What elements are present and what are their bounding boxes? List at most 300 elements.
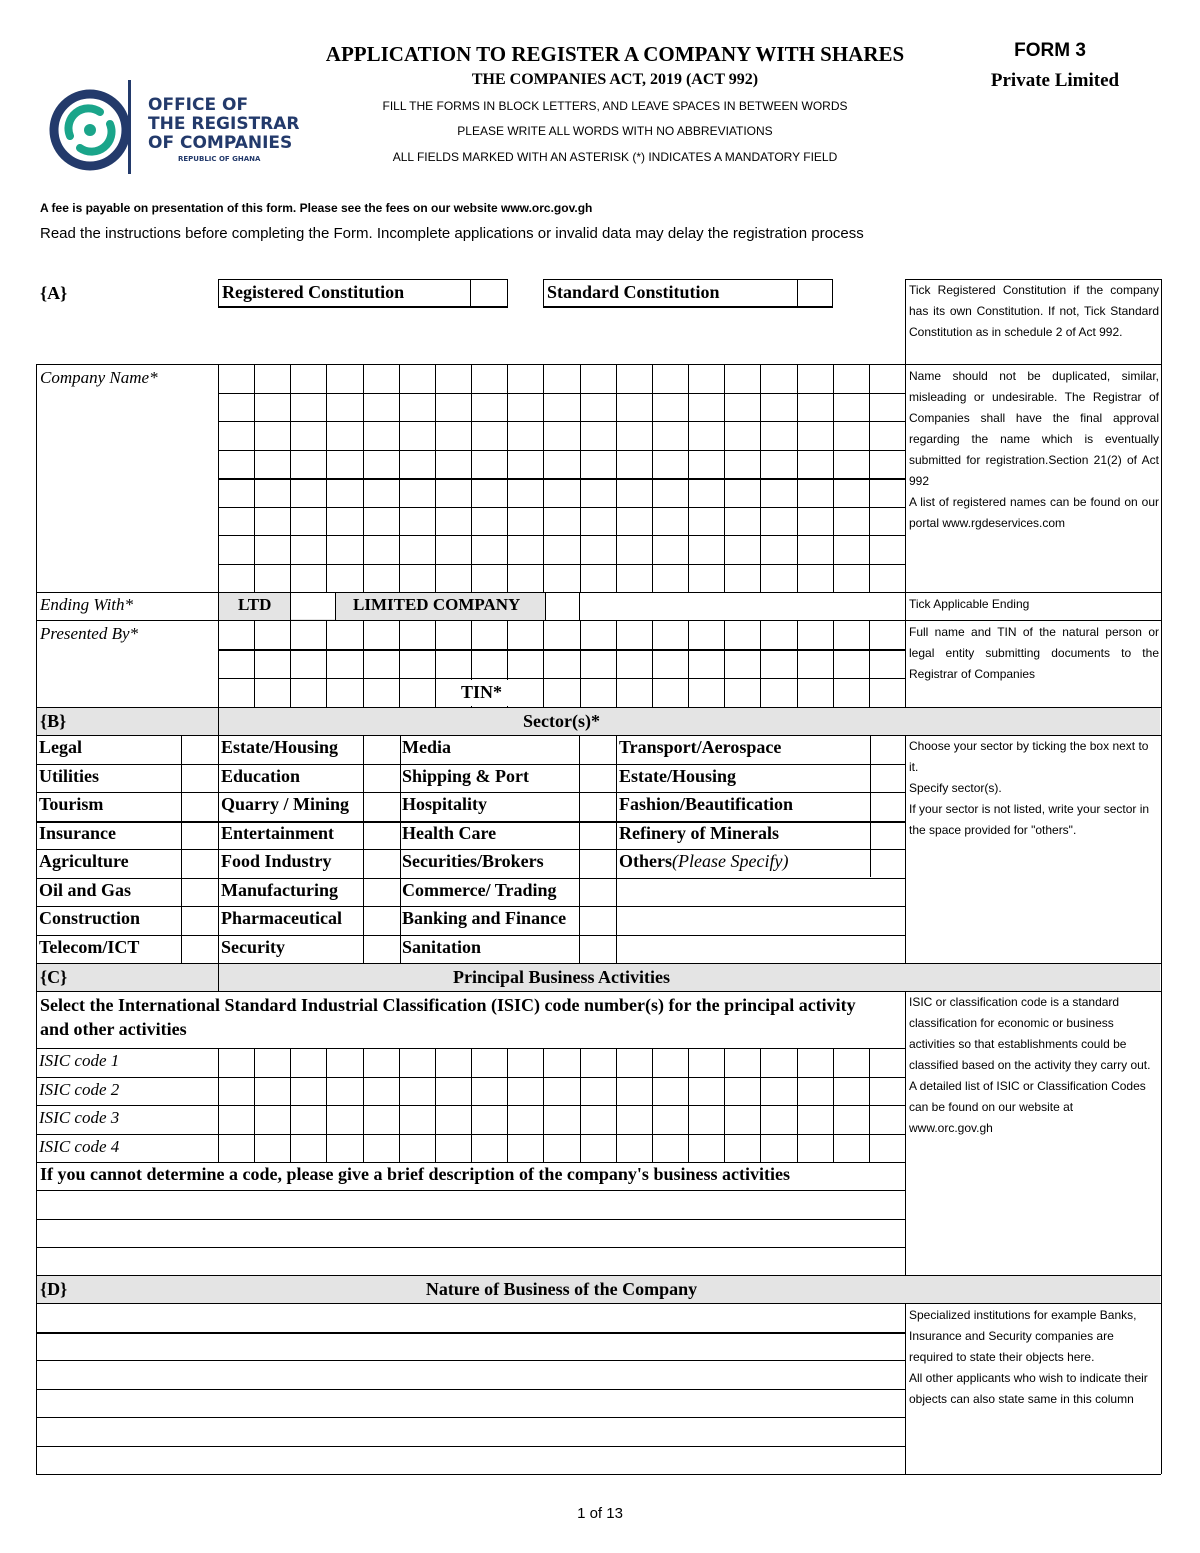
company-name-cell[interactable] bbox=[870, 508, 904, 535]
presented-by-cell[interactable] bbox=[653, 679, 687, 706]
presented-by-cell[interactable] bbox=[327, 679, 362, 706]
presented-by-cell[interactable] bbox=[653, 650, 687, 677]
company-name-cell[interactable] bbox=[761, 451, 796, 478]
sector-checkbox[interactable] bbox=[580, 936, 615, 963]
sector-checkbox[interactable] bbox=[871, 765, 904, 792]
company-name-cell[interactable] bbox=[834, 394, 868, 421]
presented-by-cell[interactable] bbox=[255, 621, 289, 648]
isic-code-cell[interactable] bbox=[617, 1078, 651, 1105]
company-name-cell[interactable] bbox=[436, 451, 470, 478]
company-name-cell[interactable] bbox=[327, 394, 362, 421]
company-name-cell[interactable] bbox=[834, 565, 868, 592]
company-name-cell[interactable] bbox=[870, 479, 904, 506]
company-name-cell[interactable] bbox=[400, 365, 434, 392]
company-name-cell[interactable] bbox=[255, 479, 289, 506]
sector-checkbox[interactable] bbox=[364, 736, 399, 763]
company-name-cell[interactable] bbox=[544, 451, 579, 478]
isic-code-cell[interactable] bbox=[327, 1078, 362, 1105]
sector-checkbox[interactable] bbox=[364, 793, 399, 820]
company-name-cell[interactable] bbox=[689, 365, 723, 392]
presented-by-cell[interactable] bbox=[617, 679, 651, 706]
isic-code-cell[interactable] bbox=[798, 1135, 832, 1162]
company-name-cell[interactable] bbox=[725, 422, 759, 449]
presented-by-cell[interactable] bbox=[617, 650, 651, 677]
sector-checkbox[interactable] bbox=[182, 765, 217, 792]
company-name-cell[interactable] bbox=[870, 565, 904, 592]
company-name-cell[interactable] bbox=[364, 479, 398, 506]
ending-ltd-checkbox[interactable] bbox=[291, 593, 335, 619]
company-name-cell[interactable] bbox=[544, 508, 579, 535]
company-name-cell[interactable] bbox=[436, 565, 470, 592]
presented-by-cell[interactable] bbox=[400, 621, 434, 648]
company-name-cell[interactable] bbox=[653, 565, 687, 592]
sector-checkbox[interactable] bbox=[182, 793, 217, 820]
company-name-cell[interactable] bbox=[508, 536, 542, 563]
company-name-cell[interactable] bbox=[508, 422, 542, 449]
presented-by-cell[interactable] bbox=[255, 650, 289, 677]
company-name-cell[interactable] bbox=[255, 365, 289, 392]
nature-of-business-line[interactable] bbox=[37, 1390, 904, 1417]
isic-code-cell[interactable] bbox=[544, 1135, 579, 1162]
company-name-cell[interactable] bbox=[834, 536, 868, 563]
company-name-cell[interactable] bbox=[364, 508, 398, 535]
isic-code-cell[interactable] bbox=[870, 1106, 904, 1133]
company-name-cell[interactable] bbox=[834, 422, 868, 449]
company-name-cell[interactable] bbox=[761, 422, 796, 449]
company-name-cell[interactable] bbox=[761, 508, 796, 535]
company-name-cell[interactable] bbox=[798, 565, 832, 592]
others-specify-input[interactable] bbox=[617, 936, 904, 963]
sector-checkbox[interactable] bbox=[871, 850, 904, 877]
company-name-cell[interactable] bbox=[617, 536, 651, 563]
company-name-cell[interactable] bbox=[508, 565, 542, 592]
presented-by-cell[interactable] bbox=[581, 621, 615, 648]
presented-by-cell[interactable] bbox=[834, 679, 868, 706]
company-name-cell[interactable] bbox=[725, 451, 759, 478]
others-specify-input[interactable] bbox=[617, 879, 904, 906]
sector-checkbox[interactable] bbox=[580, 879, 615, 906]
company-name-cell[interactable] bbox=[291, 394, 325, 421]
isic-code-cell[interactable] bbox=[291, 1135, 325, 1162]
isic-code-cell[interactable] bbox=[544, 1049, 579, 1076]
presented-by-cell[interactable] bbox=[761, 650, 796, 677]
nature-of-business-line[interactable] bbox=[37, 1447, 904, 1474]
presented-by-cell[interactable] bbox=[870, 679, 904, 706]
company-name-cell[interactable] bbox=[436, 365, 470, 392]
company-name-cell[interactable] bbox=[617, 394, 651, 421]
company-name-cell[interactable] bbox=[255, 451, 289, 478]
company-name-cell[interactable] bbox=[544, 479, 579, 506]
isic-code-cell[interactable] bbox=[219, 1135, 253, 1162]
company-name-cell[interactable] bbox=[653, 479, 687, 506]
isic-code-cell[interactable] bbox=[653, 1135, 687, 1162]
company-name-cell[interactable] bbox=[472, 565, 506, 592]
isic-code-cell[interactable] bbox=[834, 1106, 868, 1133]
company-name-cell[interactable] bbox=[798, 451, 832, 478]
isic-code-cell[interactable] bbox=[219, 1106, 253, 1133]
company-name-cell[interactable] bbox=[725, 508, 759, 535]
isic-code-cell[interactable] bbox=[870, 1049, 904, 1076]
presented-by-cell[interactable] bbox=[219, 650, 253, 677]
ending-limited-checkbox[interactable] bbox=[546, 593, 578, 619]
nature-of-business-line[interactable] bbox=[37, 1361, 904, 1388]
company-name-cell[interactable] bbox=[617, 451, 651, 478]
isic-code-cell[interactable] bbox=[508, 1049, 542, 1076]
presented-by-cell[interactable] bbox=[508, 679, 542, 706]
isic-code-cell[interactable] bbox=[327, 1135, 362, 1162]
company-name-cell[interactable] bbox=[870, 536, 904, 563]
sector-checkbox[interactable] bbox=[364, 850, 399, 877]
presented-by-cell[interactable] bbox=[798, 621, 832, 648]
company-name-cell[interactable] bbox=[798, 422, 832, 449]
company-name-cell[interactable] bbox=[761, 479, 796, 506]
company-name-cell[interactable] bbox=[400, 394, 434, 421]
presented-by-cell[interactable] bbox=[508, 621, 542, 648]
company-name-cell[interactable] bbox=[255, 536, 289, 563]
nature-of-business-line[interactable] bbox=[37, 1418, 904, 1445]
company-name-cell[interactable] bbox=[798, 394, 832, 421]
isic-code-cell[interactable] bbox=[761, 1135, 796, 1162]
isic-code-cell[interactable] bbox=[725, 1078, 759, 1105]
presented-by-cell[interactable] bbox=[834, 621, 868, 648]
presented-by-cell[interactable] bbox=[544, 679, 579, 706]
isic-code-cell[interactable] bbox=[689, 1106, 723, 1133]
company-name-cell[interactable] bbox=[653, 508, 687, 535]
company-name-cell[interactable] bbox=[834, 479, 868, 506]
isic-code-cell[interactable] bbox=[472, 1049, 506, 1076]
company-name-cell[interactable] bbox=[581, 536, 615, 563]
presented-by-cell[interactable] bbox=[544, 650, 579, 677]
isic-code-cell[interactable] bbox=[472, 1078, 506, 1105]
company-name-cell[interactable] bbox=[834, 365, 868, 392]
company-name-cell[interactable] bbox=[291, 451, 325, 478]
sector-checkbox[interactable] bbox=[182, 936, 217, 963]
isic-code-cell[interactable] bbox=[834, 1078, 868, 1105]
isic-code-cell[interactable] bbox=[436, 1106, 470, 1133]
nature-of-business-line[interactable] bbox=[37, 1333, 904, 1360]
presented-by-cell[interactable] bbox=[327, 621, 362, 648]
company-name-cell[interactable] bbox=[544, 536, 579, 563]
presented-by-cell[interactable] bbox=[472, 621, 506, 648]
company-name-cell[interactable] bbox=[255, 422, 289, 449]
company-name-cell[interactable] bbox=[725, 365, 759, 392]
isic-code-cell[interactable] bbox=[400, 1049, 434, 1076]
company-name-cell[interactable] bbox=[653, 394, 687, 421]
presented-by-cell[interactable] bbox=[472, 650, 506, 677]
company-name-cell[interactable] bbox=[508, 451, 542, 478]
company-name-cell[interactable] bbox=[291, 508, 325, 535]
company-name-cell[interactable] bbox=[761, 565, 796, 592]
isic-code-cell[interactable] bbox=[581, 1078, 615, 1105]
presented-by-cell[interactable] bbox=[761, 621, 796, 648]
isic-code-cell[interactable] bbox=[219, 1049, 253, 1076]
company-name-cell[interactable] bbox=[327, 479, 362, 506]
isic-code-cell[interactable] bbox=[508, 1078, 542, 1105]
isic-code-cell[interactable] bbox=[689, 1049, 723, 1076]
isic-code-cell[interactable] bbox=[870, 1078, 904, 1105]
isic-code-cell[interactable] bbox=[436, 1078, 470, 1105]
nature-of-business-line[interactable] bbox=[37, 1304, 904, 1331]
company-name-cell[interactable] bbox=[472, 479, 506, 506]
company-name-cell[interactable] bbox=[725, 565, 759, 592]
company-name-cell[interactable] bbox=[436, 536, 470, 563]
presented-by-cell[interactable] bbox=[364, 621, 398, 648]
company-name-cell[interactable] bbox=[291, 565, 325, 592]
sector-checkbox[interactable] bbox=[364, 879, 399, 906]
presented-by-cell[interactable] bbox=[508, 650, 542, 677]
company-name-cell[interactable] bbox=[870, 422, 904, 449]
isic-code-cell[interactable] bbox=[291, 1106, 325, 1133]
company-name-cell[interactable] bbox=[653, 536, 687, 563]
company-name-cell[interactable] bbox=[472, 365, 506, 392]
company-name-cell[interactable] bbox=[798, 479, 832, 506]
company-name-cell[interactable] bbox=[219, 479, 253, 506]
company-name-cell[interactable] bbox=[219, 508, 253, 535]
sector-checkbox[interactable] bbox=[871, 822, 904, 849]
company-name-cell[interactable] bbox=[689, 536, 723, 563]
company-name-cell[interactable] bbox=[472, 394, 506, 421]
company-name-cell[interactable] bbox=[400, 422, 434, 449]
company-name-cell[interactable] bbox=[617, 479, 651, 506]
isic-code-cell[interactable] bbox=[472, 1106, 506, 1133]
company-name-cell[interactable] bbox=[219, 451, 253, 478]
presented-by-cell[interactable] bbox=[798, 679, 832, 706]
sector-checkbox[interactable] bbox=[364, 765, 399, 792]
isic-code-cell[interactable] bbox=[508, 1106, 542, 1133]
presented-by-cell[interactable] bbox=[653, 621, 687, 648]
company-name-cell[interactable] bbox=[798, 536, 832, 563]
company-name-cell[interactable] bbox=[327, 565, 362, 592]
company-name-cell[interactable] bbox=[834, 508, 868, 535]
sector-checkbox[interactable] bbox=[364, 907, 399, 934]
isic-code-cell[interactable] bbox=[617, 1049, 651, 1076]
isic-code-cell[interactable] bbox=[617, 1135, 651, 1162]
company-name-cell[interactable] bbox=[653, 451, 687, 478]
company-name-cell[interactable] bbox=[327, 422, 362, 449]
presented-by-cell[interactable] bbox=[436, 621, 470, 648]
presented-by-cell[interactable] bbox=[689, 621, 723, 648]
sector-checkbox[interactable] bbox=[580, 736, 615, 763]
company-name-cell[interactable] bbox=[544, 365, 579, 392]
description-line-2[interactable] bbox=[37, 1220, 904, 1246]
company-name-cell[interactable] bbox=[436, 508, 470, 535]
isic-code-cell[interactable] bbox=[761, 1078, 796, 1105]
presented-by-grid[interactable] bbox=[218, 620, 905, 707]
company-name-cell[interactable] bbox=[472, 451, 506, 478]
isic-code-cell[interactable] bbox=[725, 1049, 759, 1076]
company-name-cell[interactable] bbox=[581, 422, 615, 449]
company-name-cell[interactable] bbox=[581, 508, 615, 535]
company-name-cell[interactable] bbox=[581, 394, 615, 421]
company-name-cell[interactable] bbox=[725, 394, 759, 421]
isic-code-cell[interactable] bbox=[834, 1049, 868, 1076]
presented-by-cell[interactable] bbox=[725, 679, 759, 706]
company-name-cell[interactable] bbox=[364, 451, 398, 478]
isic-code-cell[interactable] bbox=[327, 1106, 362, 1133]
isic-code-cell[interactable] bbox=[689, 1135, 723, 1162]
isic-code-cell[interactable] bbox=[255, 1135, 289, 1162]
sector-checkbox[interactable] bbox=[182, 907, 217, 934]
company-name-cell[interactable] bbox=[508, 394, 542, 421]
sector-checkbox[interactable] bbox=[580, 850, 615, 877]
company-name-cell[interactable] bbox=[581, 365, 615, 392]
company-name-cell[interactable] bbox=[364, 365, 398, 392]
isic-code-cell[interactable] bbox=[798, 1078, 832, 1105]
company-name-cell[interactable] bbox=[472, 536, 506, 563]
company-name-cell[interactable] bbox=[327, 508, 362, 535]
isic-code-cell[interactable] bbox=[364, 1078, 398, 1105]
presented-by-cell[interactable] bbox=[617, 621, 651, 648]
presented-by-cell[interactable] bbox=[219, 679, 253, 706]
presented-by-cell[interactable] bbox=[436, 650, 470, 677]
company-name-cell[interactable] bbox=[617, 422, 651, 449]
sector-checkbox[interactable] bbox=[580, 765, 615, 792]
presented-by-cell[interactable] bbox=[689, 679, 723, 706]
company-name-cell[interactable] bbox=[761, 394, 796, 421]
sector-checkbox[interactable] bbox=[182, 736, 217, 763]
company-name-cell[interactable] bbox=[219, 565, 253, 592]
company-name-grid[interactable] bbox=[218, 364, 905, 592]
presented-by-cell[interactable] bbox=[544, 621, 579, 648]
company-name-cell[interactable] bbox=[761, 536, 796, 563]
presented-by-cell[interactable] bbox=[291, 679, 325, 706]
company-name-cell[interactable] bbox=[364, 536, 398, 563]
company-name-cell[interactable] bbox=[364, 394, 398, 421]
presented-by-cell[interactable] bbox=[725, 650, 759, 677]
company-name-cell[interactable] bbox=[219, 365, 253, 392]
isic-code-cell[interactable] bbox=[364, 1049, 398, 1076]
presented-by-cell[interactable] bbox=[327, 650, 362, 677]
company-name-cell[interactable] bbox=[436, 479, 470, 506]
presented-by-cell[interactable] bbox=[798, 650, 832, 677]
company-name-cell[interactable] bbox=[725, 536, 759, 563]
company-name-cell[interactable] bbox=[689, 565, 723, 592]
company-name-cell[interactable] bbox=[689, 451, 723, 478]
presented-by-cell[interactable] bbox=[219, 621, 253, 648]
sector-checkbox[interactable] bbox=[364, 936, 399, 963]
company-name-cell[interactable] bbox=[617, 365, 651, 392]
company-name-cell[interactable] bbox=[689, 508, 723, 535]
isic-code-cell[interactable] bbox=[436, 1135, 470, 1162]
company-name-cell[interactable] bbox=[581, 565, 615, 592]
isic-code-cell[interactable] bbox=[761, 1049, 796, 1076]
isic-code-cell[interactable] bbox=[255, 1049, 289, 1076]
company-name-cell[interactable] bbox=[581, 479, 615, 506]
company-name-cell[interactable] bbox=[255, 394, 289, 421]
company-name-cell[interactable] bbox=[508, 508, 542, 535]
company-name-cell[interactable] bbox=[219, 536, 253, 563]
isic-code-cell[interactable] bbox=[653, 1106, 687, 1133]
presented-by-cell[interactable] bbox=[291, 621, 325, 648]
presented-by-cell[interactable] bbox=[834, 650, 868, 677]
presented-by-cell[interactable] bbox=[761, 679, 796, 706]
sector-checkbox[interactable] bbox=[580, 793, 615, 820]
company-name-cell[interactable] bbox=[725, 479, 759, 506]
company-name-cell[interactable] bbox=[291, 365, 325, 392]
presented-by-cell[interactable] bbox=[689, 650, 723, 677]
sector-checkbox[interactable] bbox=[182, 850, 217, 877]
company-name-cell[interactable] bbox=[327, 365, 362, 392]
isic-code-cell[interactable] bbox=[653, 1078, 687, 1105]
company-name-cell[interactable] bbox=[581, 451, 615, 478]
sector-checkbox[interactable] bbox=[871, 793, 904, 820]
presented-by-cell[interactable] bbox=[581, 679, 615, 706]
company-name-cell[interactable] bbox=[219, 394, 253, 421]
company-name-cell[interactable] bbox=[400, 451, 434, 478]
isic-code-cell[interactable] bbox=[544, 1078, 579, 1105]
presented-by-cell[interactable] bbox=[400, 650, 434, 677]
company-name-cell[interactable] bbox=[400, 508, 434, 535]
isic-code-cell[interactable] bbox=[364, 1106, 398, 1133]
isic-code-cell[interactable] bbox=[725, 1106, 759, 1133]
isic-code-cell[interactable] bbox=[255, 1078, 289, 1105]
sector-checkbox[interactable] bbox=[580, 822, 615, 849]
sector-checkbox[interactable] bbox=[182, 822, 217, 849]
isic-code-cell[interactable] bbox=[508, 1135, 542, 1162]
company-name-cell[interactable] bbox=[436, 394, 470, 421]
isic-code-cell[interactable] bbox=[689, 1078, 723, 1105]
company-name-cell[interactable] bbox=[255, 565, 289, 592]
company-name-cell[interactable] bbox=[508, 365, 542, 392]
presented-by-cell[interactable] bbox=[291, 650, 325, 677]
company-name-cell[interactable] bbox=[834, 451, 868, 478]
sector-checkbox[interactable] bbox=[182, 879, 217, 906]
company-name-cell[interactable] bbox=[544, 394, 579, 421]
isic-code-cell[interactable] bbox=[581, 1135, 615, 1162]
presented-by-cell[interactable] bbox=[870, 650, 904, 677]
company-name-cell[interactable] bbox=[870, 365, 904, 392]
isic-code-cell[interactable] bbox=[834, 1135, 868, 1162]
isic-code-cell[interactable] bbox=[436, 1049, 470, 1076]
company-name-cell[interactable] bbox=[291, 536, 325, 563]
isic-code-cell[interactable] bbox=[870, 1135, 904, 1162]
isic-code-cell[interactable] bbox=[327, 1049, 362, 1076]
description-line-3[interactable] bbox=[37, 1248, 904, 1274]
company-name-cell[interactable] bbox=[400, 479, 434, 506]
isic-code-cell[interactable] bbox=[544, 1106, 579, 1133]
isic-code-cell[interactable] bbox=[400, 1106, 434, 1133]
company-name-cell[interactable] bbox=[689, 394, 723, 421]
isic-code-cell[interactable] bbox=[472, 1135, 506, 1162]
company-name-cell[interactable] bbox=[870, 451, 904, 478]
company-name-cell[interactable] bbox=[255, 508, 289, 535]
isic-code-cell[interactable] bbox=[617, 1106, 651, 1133]
presented-by-cell[interactable] bbox=[581, 650, 615, 677]
others-specify-input[interactable] bbox=[617, 907, 904, 934]
company-name-cell[interactable] bbox=[689, 479, 723, 506]
sector-checkbox[interactable] bbox=[364, 822, 399, 849]
company-name-cell[interactable] bbox=[544, 565, 579, 592]
company-name-cell[interactable] bbox=[364, 565, 398, 592]
isic-code-cell[interactable] bbox=[400, 1135, 434, 1162]
company-name-cell[interactable] bbox=[870, 394, 904, 421]
company-name-cell[interactable] bbox=[761, 365, 796, 392]
isic-code-cell[interactable] bbox=[364, 1135, 398, 1162]
presented-by-cell[interactable] bbox=[400, 679, 434, 706]
registered-constitution-checkbox[interactable] bbox=[471, 280, 507, 306]
isic-code-cell[interactable] bbox=[761, 1106, 796, 1133]
company-name-cell[interactable] bbox=[291, 422, 325, 449]
company-name-cell[interactable] bbox=[798, 508, 832, 535]
description-line-1[interactable] bbox=[37, 1191, 904, 1218]
company-name-cell[interactable] bbox=[400, 565, 434, 592]
isic-code-cell[interactable] bbox=[581, 1106, 615, 1133]
company-name-cell[interactable] bbox=[400, 536, 434, 563]
company-name-cell[interactable] bbox=[544, 422, 579, 449]
company-name-cell[interactable] bbox=[436, 422, 470, 449]
isic-code-cell[interactable] bbox=[798, 1106, 832, 1133]
company-name-cell[interactable] bbox=[291, 479, 325, 506]
